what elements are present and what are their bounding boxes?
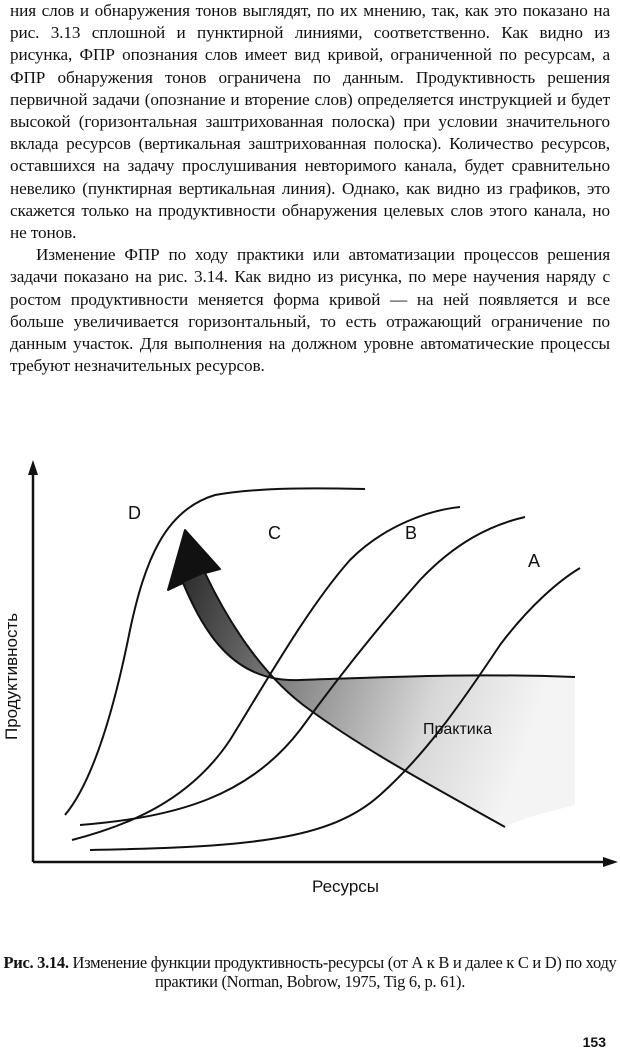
figure-caption (0, 953, 620, 991)
paragraph-1: ния слов и обнаружения тонов выглядят, по их мнению, так, как это показано на рис. 3.13 сплошной и пунктирной линиями, соответственно. Как видно из рисунка, ФПР опознания слов имеет вид кривой, ограниченной по ресурсам, а ФПР обнаружения тонов ограничена по данным. Продуктивность решения первичной задачи (опознание и вторение слов) определяется инструкцией и будет высокой (горизонтальная заштрихованная полоска) при условии значительного вклада ресурсов (вертикальная заштрихованная полоска). Количество ресурсов, оставшихся на задачу прослушивания невторимого канала, будет сравнительно невелико (пунктирная вертикальная линия). Однако, как видно из графиков, это скажется только на продуктивности обнаружения целевых слов этого канала, но не тонов. (10, 1, 610, 243)
figure-svg (0, 455, 620, 925)
paragraph-2: Изменение ФПР по ходу практики или автоматизации процессов решения задачи показано на рис. 3.14. Как видно из рисунка, по мере научения наряду с ростом продуктивности меняется форма кривой — на ней появляется и все больше увеличивается горизонтальный, то есть отражающий ограничение по данным участок. Для выполнения на должном уровне автоматические процессы требуют незначительных ресурсов. (10, 245, 610, 376)
body-text (10, 0, 610, 377)
x-axis-label: Ресурсы (312, 877, 380, 896)
curve-d (65, 488, 365, 815)
y-axis-label: Продуктивность (2, 612, 21, 740)
page-number: 153 (582, 1034, 606, 1050)
caption-text: Изменение функции продуктивность-ресурсы (от А к В и далее к С и D) по ходу практики (Norman, Bobrow, 1975, Tig 6, p. 61). (68, 953, 617, 991)
caption-label: Рис. 3.14. (3, 953, 69, 972)
practice-band-upper-edge (183, 583, 575, 680)
y-axis-arrow (28, 460, 38, 475)
curve-label-d: D (128, 503, 141, 523)
practice-label: Практика (423, 721, 492, 738)
curve-label-a: A (528, 551, 541, 571)
curve-label-c: C (268, 523, 281, 543)
curve-label-b: B (405, 523, 418, 543)
x-axis-arrow (603, 857, 618, 867)
figure-3-14 (0, 455, 620, 925)
